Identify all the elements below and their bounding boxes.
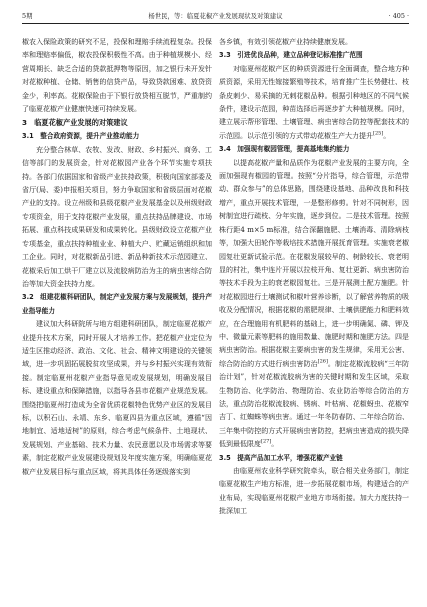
section-3-5-body: 由临夏州农业科学研究院牵头，联合相关业务部门，制定临夏花椒生产地方标准，进一步拓展花椒市场，构建适合的产业布局，实现临夏州花椒产业地方市场衔接。加大力度扶持一批深加工 bbox=[219, 467, 409, 516]
section-3-1-body: 充分整合林草、农牧、发改、财政、乡村振兴、商务、工信等部门的发展资金，针对花椒园产业各个环节实施专项扶持。各部门依据国家和省级产业扶持政策，积极向国家部委及省厅(局、委)申报相关项目，努力争取国家和省级层面对花椒产业的支持。设立州级和县级花椒产业发展基金以及州级财政专项资金，用于支持花椒产业发展，重点扶持品牌建设、市场拓展、重点科技成果研发和成果转化。县级财政设立花椒产业专项基金，重点扶持种植业业、种植大户、贮藏运销组织和加工企业。同时，对花椒新品引进、新品种新技术示范园建立、花椒采后加工烘干厂建立以及流胶病防治为主的病虫害综合防治等加大资金扶持力度。 bbox=[22, 145, 212, 288]
section-3-4-text-b: 。制定花椒流胶病“三年防治计划”，针对花椒流胶病为害的关键时期和发生区域，采取生物防治、化学防治、物理防治、农业防治等综合防治的方法，重点防治花椒流胶病、锈病、叶枯病、花椒蚜虫、花椒窄吉丁、红蜘蛛等病虫害。通过一年冬防春防、二年综合防治、三年集中防控的方式开展病虫害防控，把病虫害造成的损失降低到最低限度 bbox=[219, 359, 409, 449]
section-3-3-body bbox=[219, 63, 409, 143]
section-3-1-heading: 3.1 整合政府资源，提升产业推动能力 bbox=[22, 132, 140, 141]
section-3-3-heading: 3.3 引进优良品种，建立品种登记标准推广范围 bbox=[219, 51, 363, 60]
issue-number: 5期 bbox=[22, 12, 33, 20]
section-3-heading: 3 临夏花椒产业发展的对策建议 bbox=[22, 118, 128, 128]
citation-27: [27] bbox=[261, 438, 272, 445]
section-3-5-heading: 3.5 提高产品加工水平，增强花椒产业链 bbox=[219, 453, 343, 462]
right-column bbox=[219, 36, 409, 519]
page-number: · 405 · bbox=[388, 12, 409, 20]
citation-26: [26] bbox=[317, 358, 328, 365]
paragraph-continued: 各乡镇，有效引领花椒产业持续健康发展。 bbox=[219, 38, 352, 46]
left-column bbox=[22, 36, 212, 479]
running-title: 杨世民，等：临夏花椒产业发展现状及对策建议 bbox=[148, 12, 283, 20]
section-3-3-text: 对临夏州花椒产区的种质资源进行全面调查，整合地方种质资源，采用无性嫁接繁殖等技术，培育推广生长势健壮、枝条皮刺少、易采摘的无刺花椒品种。根据引种地区的不同气候条件，建设示范园，种苗选择后再逐步扩大种植规模。同时，建立展示帮形管理、土壤管理、病虫害综合防控等配套技术的示范园。以示范引领的方式带动花椒生产大力提升 bbox=[219, 64, 409, 140]
citation-25: [25] bbox=[373, 130, 384, 137]
paragraph-continued: 椒农入保险政策的研究不足，投保和理赔手续流程复杂。投保率和理赔率偏低，椒农投保积极性不高。由于种植规模小、经营周期长、缺乏合适的贷款抵押物等原因，加之银行未开发针对花椒种植、仓储、销售的信贷产品，导致贷款困难、放贷资金少，利率高。花椒保险由于下银行放贷相互脱节，严重制约了临夏花椒产业健康快速可持续发展。 bbox=[22, 38, 212, 114]
section-3-4-heading: 3.4 加强现有椒园管理，提高基地集约能力 bbox=[219, 145, 350, 154]
section-3-2-heading: 3.2 组建花椒科研团队，制定产业发展方案与发展规划，提升产业指导能力 bbox=[22, 293, 212, 315]
sentence-end: 。 bbox=[383, 131, 391, 140]
section-3-4-body bbox=[219, 157, 409, 452]
section-3-4-text-a: 以提高花椒产量和品质作为花椒产业发展的主要方向，全面加强现有椒园的管理。按照“分片指导，综合管理，示范带动、群众参与”的总体思路，围绕建设基地、品种改良和科技增产，重点开展技术管理，一是整形修剪。针对不同树形，因树制宜进行疏枝、分年实施，逐步到位。二是技术管理。按照株行距4 m×5 m标准，结合深翻施肥、土壤消毒、清除病枝等，加强大田轮作等栽培技术措施开展抚育管理。实施衰老椒园复壮更新试验示范。在花椒发展较早的、树龄较长、衰老明显的村社，集中连片开展以拉枝开角、复壮更新、病虫害防治等技术手段为主的衰老椒园复壮。三是开展测土配方施肥。针对花椒园进行土壤测试和椒叶营养诊断，以了解营养物质的吸收及分配情况，根据花椒的需肥规律、土壤供肥能力和肥料效应，在合理施用有机肥料的基础上，进一步明确氮、磷、钾及中、微量元素等肥料的施用数量、施肥时期和施肥方法。四是病虫害防治。根据花椒主要病虫害的发生规律，采用无公害、综合防治的方式进行病虫害防治 bbox=[219, 158, 409, 368]
page-header bbox=[22, 10, 409, 24]
sentence-end: 。 bbox=[271, 440, 279, 449]
section-3-2-body: 建议加大科研院所与地方组建科研团队，制定临夏花椒产业提升技术方案，同时开展人才培养工作。把花椒产业定位为适生区推动经济、政治、文化、社会、精神文明建设的关键领域，进一步巩固拓展脱贫攻坚成果，并与乡村振兴实现有效衔接。制定临夏州花椒产业指导意见或发展规划，明确发展目标、建设重点和保障措施，以指导各县市花椒产业规范发展。围绕把临夏州打造成为全省优质花椒特色优势产业区的发展目标，以积石山、永靖、东乡、临夏四县为重点区域，遵循“因地制宜、适地适树”的原则，综合考虑气候条件、土地现状、发展规划、产业基础、技术力量、农民意愿以及市场需求等要素，制定花椒产业发展建设规划及年度实施方案，明确临夏花椒产业发展目标与重点区域，将其具体任务逐级落实到 bbox=[22, 320, 212, 476]
